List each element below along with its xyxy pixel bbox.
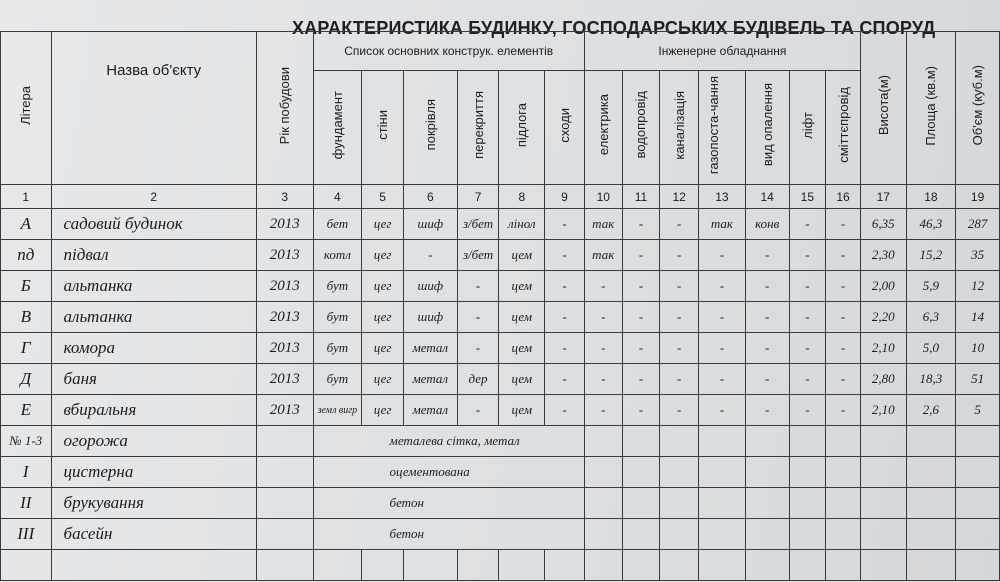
garbage-cell: - xyxy=(826,209,861,240)
object-name-cell: вбиральня xyxy=(51,395,256,426)
heating-cell: - xyxy=(745,302,789,333)
col-number: 14 xyxy=(745,185,789,209)
header-floors-over: перекриття xyxy=(457,71,499,185)
area-cell: 2,6 xyxy=(906,395,956,426)
litera-cell: Е xyxy=(1,395,52,426)
walls-cell: цег xyxy=(362,240,404,271)
col-number: 5 xyxy=(362,185,404,209)
roof-cell: метал xyxy=(403,395,457,426)
header-water: водопровід xyxy=(622,71,660,185)
stairs-cell: - xyxy=(545,271,585,302)
empty-cell xyxy=(584,550,622,581)
col-number: 19 xyxy=(956,185,1000,209)
col-number: 11 xyxy=(622,185,660,209)
lift-cell: - xyxy=(789,333,826,364)
water-cell: - xyxy=(622,209,660,240)
table-row xyxy=(1,519,1000,550)
litera-cell: пд xyxy=(1,240,52,271)
empty-cell xyxy=(584,519,622,550)
gas-cell: так xyxy=(699,209,746,240)
litera-cell: Б xyxy=(1,271,52,302)
electric-cell: - xyxy=(584,302,622,333)
lift-cell: - xyxy=(789,209,826,240)
walls-cell: цег xyxy=(362,333,404,364)
empty-cell xyxy=(789,519,826,550)
electric-cell: - xyxy=(584,333,622,364)
empty-cell xyxy=(906,488,956,519)
col-number: 4 xyxy=(313,185,362,209)
col-number: 10 xyxy=(584,185,622,209)
header-lift: ліфт xyxy=(789,71,826,185)
empty-cell xyxy=(622,488,660,519)
walls-cell: цег xyxy=(362,395,404,426)
foundation-cell: бут xyxy=(313,271,362,302)
floor-cell: цем xyxy=(499,333,545,364)
empty-cell xyxy=(745,488,789,519)
col-number: 15 xyxy=(789,185,826,209)
water-cell: - xyxy=(622,395,660,426)
col-number: 3 xyxy=(256,185,313,209)
empty-cell xyxy=(860,550,906,581)
height-cell: 2,00 xyxy=(860,271,906,302)
stairs-cell: - xyxy=(545,333,585,364)
col-number: 17 xyxy=(860,185,906,209)
height-cell: 2,10 xyxy=(860,395,906,426)
table-row xyxy=(1,302,1000,333)
height-cell: 2,20 xyxy=(860,302,906,333)
volume-cell: 287 xyxy=(956,209,1000,240)
heating-cell: конв xyxy=(745,209,789,240)
empty-cell xyxy=(584,426,622,457)
col-number: 9 xyxy=(545,185,585,209)
table-row xyxy=(1,426,1000,457)
empty-cell xyxy=(906,426,956,457)
empty-cell xyxy=(745,550,789,581)
header-year: Рік побудови xyxy=(256,32,313,185)
empty-cell xyxy=(256,519,313,550)
heating-cell: - xyxy=(745,333,789,364)
heating-cell: - xyxy=(745,271,789,302)
empty-cell xyxy=(584,457,622,488)
floors-over-cell: - xyxy=(457,302,499,333)
structure-description: металева сітка, метал xyxy=(313,426,584,457)
header-floor: підлога xyxy=(499,71,545,185)
empty-cell xyxy=(313,550,362,581)
water-cell: - xyxy=(622,302,660,333)
empty-cell xyxy=(745,426,789,457)
empty-cell xyxy=(789,457,826,488)
lift-cell: - xyxy=(789,364,826,395)
empty-cell xyxy=(789,426,826,457)
header-area: Площа (кв.м) xyxy=(906,32,956,185)
empty-cell xyxy=(860,426,906,457)
empty-cell xyxy=(826,519,861,550)
area-cell: 15,2 xyxy=(906,240,956,271)
stairs-cell: - xyxy=(545,302,585,333)
floors-over-cell: дер xyxy=(457,364,499,395)
litera-cell: І xyxy=(1,457,52,488)
empty-cell xyxy=(362,550,404,581)
table-row xyxy=(1,209,1000,240)
height-cell: 2,80 xyxy=(860,364,906,395)
area-cell: 5,0 xyxy=(906,333,956,364)
electric-cell: так xyxy=(584,209,622,240)
empty-cell xyxy=(789,488,826,519)
header-sewer: каналізація xyxy=(660,71,699,185)
height-cell: 6,35 xyxy=(860,209,906,240)
garbage-cell: - xyxy=(826,302,861,333)
object-name-cell: цистерна xyxy=(51,457,256,488)
empty-cell xyxy=(860,457,906,488)
walls-cell: цег xyxy=(362,209,404,240)
sewer-cell: - xyxy=(660,333,699,364)
electric-cell: так xyxy=(584,240,622,271)
stairs-cell: - xyxy=(545,240,585,271)
sewer-cell: - xyxy=(660,364,699,395)
floor-cell: лінол xyxy=(499,209,545,240)
volume-cell: 12 xyxy=(956,271,1000,302)
height-cell: 2,30 xyxy=(860,240,906,271)
object-name-cell: огорожа xyxy=(51,426,256,457)
volume-cell: 10 xyxy=(956,333,1000,364)
stairs-cell: - xyxy=(545,209,585,240)
roof-cell: шиф xyxy=(403,271,457,302)
electric-cell: - xyxy=(584,364,622,395)
object-name-cell: комора xyxy=(51,333,256,364)
empty-cell xyxy=(906,550,956,581)
empty-cell xyxy=(622,457,660,488)
floor-cell: цем xyxy=(499,271,545,302)
foundation-cell: земл вигр xyxy=(313,395,362,426)
stairs-cell: - xyxy=(545,364,585,395)
col-number: 6 xyxy=(403,185,457,209)
heating-cell: - xyxy=(745,364,789,395)
floor-cell: цем xyxy=(499,240,545,271)
floors-over-cell: - xyxy=(457,271,499,302)
structure-description: оцементована xyxy=(313,457,584,488)
empty-cell xyxy=(584,488,622,519)
water-cell: - xyxy=(622,333,660,364)
header-stairs: сходи xyxy=(545,71,585,185)
volume-cell: 35 xyxy=(956,240,1000,271)
empty-cell xyxy=(789,550,826,581)
empty-cell xyxy=(256,550,313,581)
empty-cell xyxy=(956,519,1000,550)
roof-cell: метал xyxy=(403,333,457,364)
header-group-engineering: Інженерне обладнання xyxy=(584,32,860,71)
stairs-cell: - xyxy=(545,395,585,426)
litera-cell: В xyxy=(1,302,52,333)
foundation-cell: бут xyxy=(313,302,362,333)
walls-cell: цег xyxy=(362,271,404,302)
gas-cell: - xyxy=(699,333,746,364)
table-row xyxy=(1,333,1000,364)
volume-cell: 51 xyxy=(956,364,1000,395)
col-number: 16 xyxy=(826,185,861,209)
structure-description: бетон xyxy=(313,488,584,519)
litera-cell: № 1-3 xyxy=(1,426,52,457)
col-number: 12 xyxy=(660,185,699,209)
roof-cell: - xyxy=(403,240,457,271)
header-roof: покрівля xyxy=(403,71,457,185)
litera-cell: А xyxy=(1,209,52,240)
header-volume: Об'єм (куб.м) xyxy=(956,32,1000,185)
year-cell: 2013 xyxy=(256,364,313,395)
col-number: 1 xyxy=(1,185,52,209)
empty-cell xyxy=(403,550,457,581)
heating-cell: - xyxy=(745,395,789,426)
object-name-cell: брукування xyxy=(51,488,256,519)
col-number: 2 xyxy=(51,185,256,209)
object-name-cell: баня xyxy=(51,364,256,395)
gas-cell: - xyxy=(699,395,746,426)
empty-cell xyxy=(622,550,660,581)
object-name-cell: альтанка xyxy=(51,271,256,302)
walls-cell: цег xyxy=(362,302,404,333)
year-cell: 2013 xyxy=(256,209,313,240)
object-name-cell: басейн xyxy=(51,519,256,550)
structure-description: бетон xyxy=(313,519,584,550)
table-row xyxy=(1,271,1000,302)
water-cell: - xyxy=(622,364,660,395)
roof-cell: метал xyxy=(403,364,457,395)
empty-cell xyxy=(860,488,906,519)
empty-cell xyxy=(660,457,699,488)
empty-cell xyxy=(956,426,1000,457)
empty-cell xyxy=(956,457,1000,488)
empty-cell xyxy=(745,457,789,488)
floor-cell: цем xyxy=(499,302,545,333)
table-row xyxy=(1,395,1000,426)
empty-cell xyxy=(745,519,789,550)
foundation-cell: бут xyxy=(313,364,362,395)
walls-cell: цег xyxy=(362,364,404,395)
litera-cell: ІІ xyxy=(1,488,52,519)
floors-over-cell: з/бет xyxy=(457,240,499,271)
header-walls: стіни xyxy=(362,71,404,185)
area-cell: 5,9 xyxy=(906,271,956,302)
floor-cell: цем xyxy=(499,395,545,426)
header-litera: Літера xyxy=(1,32,52,185)
col-number: 18 xyxy=(906,185,956,209)
lift-cell: - xyxy=(789,395,826,426)
header-height: Висота(м) xyxy=(860,32,906,185)
empty-cell xyxy=(906,519,956,550)
floor-cell: цем xyxy=(499,364,545,395)
empty-cell xyxy=(256,488,313,519)
volume-cell: 14 xyxy=(956,302,1000,333)
floors-over-cell: - xyxy=(457,333,499,364)
col-number: 7 xyxy=(457,185,499,209)
empty-cell xyxy=(826,550,861,581)
empty-cell xyxy=(699,457,746,488)
garbage-cell: - xyxy=(826,364,861,395)
water-cell: - xyxy=(622,271,660,302)
col-number: 13 xyxy=(699,185,746,209)
year-cell: 2013 xyxy=(256,240,313,271)
empty-cell xyxy=(826,426,861,457)
empty-cell xyxy=(256,426,313,457)
empty-cell xyxy=(545,550,585,581)
year-cell: 2013 xyxy=(256,271,313,302)
empty-cell xyxy=(956,550,1000,581)
gas-cell: - xyxy=(699,240,746,271)
litera-cell: ІІІ xyxy=(1,519,52,550)
year-cell: 2013 xyxy=(256,333,313,364)
floors-over-cell: - xyxy=(457,395,499,426)
empty-cell xyxy=(826,457,861,488)
empty-cell xyxy=(906,457,956,488)
area-cell: 18,3 xyxy=(906,364,956,395)
empty-cell xyxy=(860,519,906,550)
header-heating: вид опалення xyxy=(745,71,789,185)
foundation-cell: бет xyxy=(313,209,362,240)
empty-cell xyxy=(699,426,746,457)
empty-cell xyxy=(699,550,746,581)
volume-cell: 5 xyxy=(956,395,1000,426)
table-row xyxy=(1,240,1000,271)
empty-cell xyxy=(457,550,499,581)
litera-cell: Д xyxy=(1,364,52,395)
header-electric: електрика xyxy=(584,71,622,185)
empty-cell xyxy=(622,426,660,457)
height-cell: 2,10 xyxy=(860,333,906,364)
col-number: 8 xyxy=(499,185,545,209)
empty-cell xyxy=(660,519,699,550)
table-row xyxy=(1,550,1000,581)
sewer-cell: - xyxy=(660,209,699,240)
water-cell: - xyxy=(622,240,660,271)
empty-cell xyxy=(956,488,1000,519)
header-name: Назва об'єкту xyxy=(51,32,256,185)
empty-cell xyxy=(256,457,313,488)
object-name-cell: підвал xyxy=(51,240,256,271)
structure-rows xyxy=(1,426,1000,581)
lift-cell: - xyxy=(789,302,826,333)
header-group-structure: Список основних конструк. елементів xyxy=(313,32,584,71)
foundation-cell: бут xyxy=(313,333,362,364)
area-cell: 46,3 xyxy=(906,209,956,240)
electric-cell: - xyxy=(584,395,622,426)
empty-cell xyxy=(499,550,545,581)
litera-cell: Г xyxy=(1,333,52,364)
heating-cell: - xyxy=(745,240,789,271)
roof-cell: шиф xyxy=(403,209,457,240)
document-title: ХАРАКТЕРИСТИКА БУДИНКУ, ГОСПОДАРСЬКИХ БУДІВЕЛЬ ТА СПОРУД xyxy=(292,18,936,38)
empty-cell xyxy=(51,550,256,581)
empty-cell xyxy=(660,550,699,581)
year-cell: 2013 xyxy=(256,395,313,426)
table-row xyxy=(1,488,1000,519)
gas-cell: - xyxy=(699,271,746,302)
garbage-cell: - xyxy=(826,240,861,271)
empty-cell xyxy=(660,488,699,519)
empty-cell xyxy=(1,550,52,581)
characteristics-table xyxy=(0,31,1000,581)
sewer-cell: - xyxy=(660,271,699,302)
floors-over-cell: з/бет xyxy=(457,209,499,240)
empty-cell xyxy=(660,426,699,457)
empty-cell xyxy=(699,488,746,519)
garbage-cell: - xyxy=(826,271,861,302)
header-garbage: сміттєпровід xyxy=(826,71,861,185)
garbage-cell: - xyxy=(826,333,861,364)
gas-cell: - xyxy=(699,302,746,333)
sewer-cell: - xyxy=(660,240,699,271)
lift-cell: - xyxy=(789,271,826,302)
table-row xyxy=(1,457,1000,488)
sewer-cell: - xyxy=(660,302,699,333)
garbage-cell: - xyxy=(826,395,861,426)
empty-cell xyxy=(699,519,746,550)
lift-cell: - xyxy=(789,240,826,271)
electric-cell: - xyxy=(584,271,622,302)
object-name-cell: садовий будинок xyxy=(51,209,256,240)
building-rows xyxy=(1,209,1000,426)
gas-cell: - xyxy=(699,364,746,395)
table-row xyxy=(1,364,1000,395)
foundation-cell: котл xyxy=(313,240,362,271)
year-cell: 2013 xyxy=(256,302,313,333)
header-foundation: фундамент xyxy=(313,71,362,185)
area-cell: 6,3 xyxy=(906,302,956,333)
sewer-cell: - xyxy=(660,395,699,426)
empty-cell xyxy=(622,519,660,550)
header-gas: газопоста-чання xyxy=(699,71,746,185)
empty-cell xyxy=(826,488,861,519)
object-name-cell: альтанка xyxy=(51,302,256,333)
roof-cell: шиф xyxy=(403,302,457,333)
